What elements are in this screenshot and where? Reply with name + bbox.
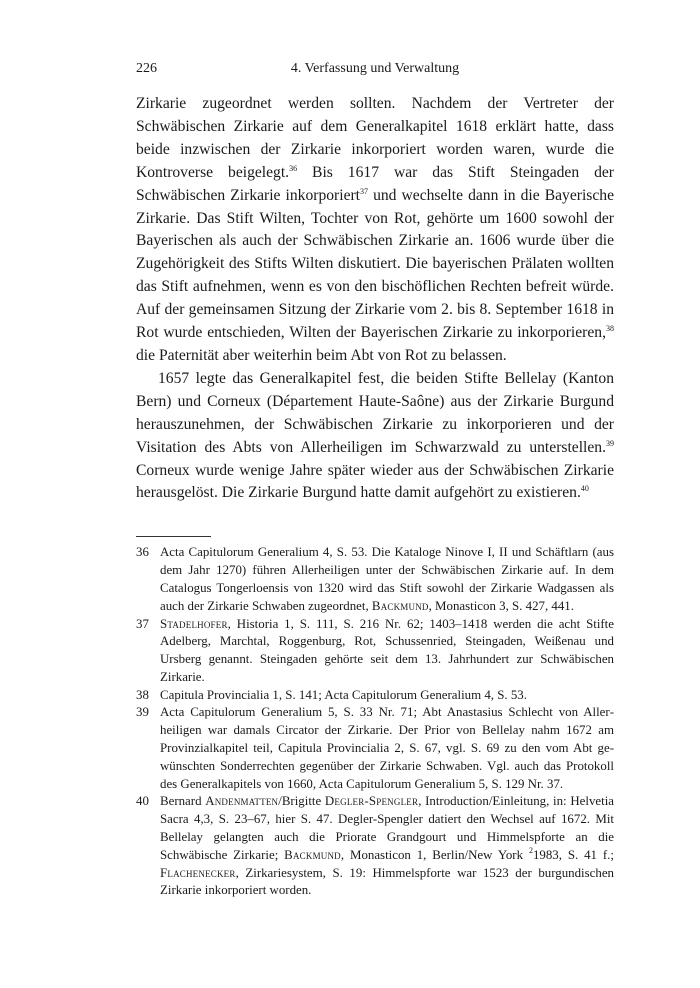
footnote-ref-40[interactable]: 40 [580,484,589,494]
text-run: die Paternität aber weiterhin beim Abt von Rot zu belassen. [136,346,507,364]
footnote-text [160,793,614,900]
footnote-text: Acta Capitulorum Generalium 5, S. 33 Nr. 71; Abt Anastasius Schlecht von Allerheiligen war damals Circator der Zirkarie. Der Prior von Bellelay nahm 1672 am Provinzialkapitel teil, Capitula Provincialia 2, S. 67, vgl. S. 69 zu den vom Abt gewünschten Sonderrechten gegenüber der Zirkarie Schwaben. Vgl. auch das Protokoll des Generalkapitels von 1660, Acta Capitulorum Generalium 5, S. 129 Nr. 37. [160,705,614,791]
footnote-40 [136,793,614,900]
book-page [136,58,614,900]
footnote-number: 36 [136,545,149,560]
paragraph-2 [136,368,614,505]
footnote-ref-38[interactable]: 38 [606,324,614,334]
text-run: , Monasticon 3, S. 427, 441. [428,598,574,613]
text-run: Corneux wurde wenige Jahre später wieder aus der Schwäbischen Zirkarie herausgelöst. Die Zirkarie Burgund hatte damit aufgehört zu existieren. [136,461,614,502]
author-name: Flachenecker [160,865,236,880]
footnote-ref-39[interactable]: 39 [606,438,614,448]
text-run: und wechselte dann in die Bayerische Zirkarie. Das Stift Wilten, Tochter von Rot, gehörte um 1600 sowohl der Bayerischen als auch der Schwäbischen Zirkarie an. 1606 wurde über die Zugehörigkeit des Stifts Wilten diskutiert. Die bayerischen Prälaten wollten das Stift aufnehmen, wenn es von den bischöflichen Rechten befreit würde. Auf der gemeinsamen Sitzung der Zirkarie vom 2. bis 8. September 1618 in Rot wurde entschieden, Wilten der Bayerischen Zirkarie zu inkorporieren, [136,186,615,342]
footnote-39 [136,704,614,793]
text-run: Bernard [160,794,206,809]
author-name: Stadelhofer [160,616,228,631]
footnote-38 [136,687,614,705]
footnote-37 [136,616,614,687]
running-head [136,58,614,80]
footnote-text [160,544,614,615]
text-run: , Introduction/Einleitung, in: Helvetia Sacra 4,3, S. 23–67, hier S. 47. Degler-Spengler datiert den Wechsel auf 1672. Mit Bellelay gelangten auch die Priorate Grandgourt und Himmelspforte an die Schwäbische Zirkarie; [160,794,614,862]
text-run: /Brigitte [278,794,325,809]
text-run: , Monasticon 1, Berlin/New York [340,847,529,862]
text-run: , Zirkariesystem, S. 19: Himmelspforte war 1523 der burgundischen Zirkarie inkorporiert worden. [160,865,614,898]
author-name: Degler-Spengler [324,794,419,809]
edition-superscript: 2 [528,845,533,855]
author-name: Backmund [284,847,341,862]
footnotes [136,544,614,900]
footnote-36 [136,544,614,615]
running-title: 4. Verfassung und Verwaltung [290,61,460,76]
footnote-number: 40 [136,794,149,809]
footnote-text: Capitula Provincialia 1, S. 141; Acta Capitulorum Generalium 4, S. 53. [160,687,527,702]
text-run: 1657 legte das Generalkapitel fest, die beiden Stifte Bellelay (Kanton Bern) und Corneux (Département Haute-Saône) aus der Zirkarie Burgund herauszunehmen, der Schwäbischen Zirkarie zu inkorporieren und der Visitation des Abts von Allerheiligen im Schwarzwald zu unterstellen. [136,369,614,456]
footnote-ref-36[interactable]: 36 [289,163,298,173]
footnote-ref-37[interactable]: 37 [360,186,369,196]
text-run: Acta Capitulorum Generalium 4, S. 53. Die Kataloge Ninove I, II und Schäftlarn (aus dem Jahr 1270) führen Allerheiligen unter der Schwäbischen Zirkarie auf. In dem Catalogus Tongerloensis von 1320 wird das Stift sowohl der Zirkarie Wadgassen als auch der Zirkarie Schwaben zugeordnet, [160,545,614,613]
paragraph-1 [136,93,614,368]
author-name: Backmund [371,598,429,613]
text-run: 1983, S. 41 f.; [532,847,614,862]
footnote-text [160,616,614,687]
main-text [136,93,614,505]
text-run: , Historia 1, S. 111, S. 216 Nr. 62; 1403–1418 werden die acht Stifte Adelberg, Marchtal, Roggenburg, Rot, Schussenried, Steingaden, Weißenau und Ursberg genannt. Steingaden gehörte seit dem 13. Jahrhundert zur Schwäbischen Zirkarie. [160,616,614,684]
footnote-number: 39 [136,705,149,720]
text-run: Bis 1617 war das Stift Steingaden der Schwäbischen Zirkarie inkorporiert [136,163,614,204]
author-name: Andenmatten [205,794,279,809]
footnote-separator [136,536,211,537]
footnote-number: 37 [136,616,149,631]
text-run: Zirkarie zugeordnet werden sollten. Nachdem der Vertreter der Schwäbischen Zirkarie auf dem Generalkapitel 1618 erklärt hatte, dass beide inzwischen der Zirkarie inkorporiert worden waren, wurde die Kontroverse beigelegt. [136,95,614,181]
footnote-number: 38 [136,687,149,702]
page-number: 226 [136,61,157,76]
